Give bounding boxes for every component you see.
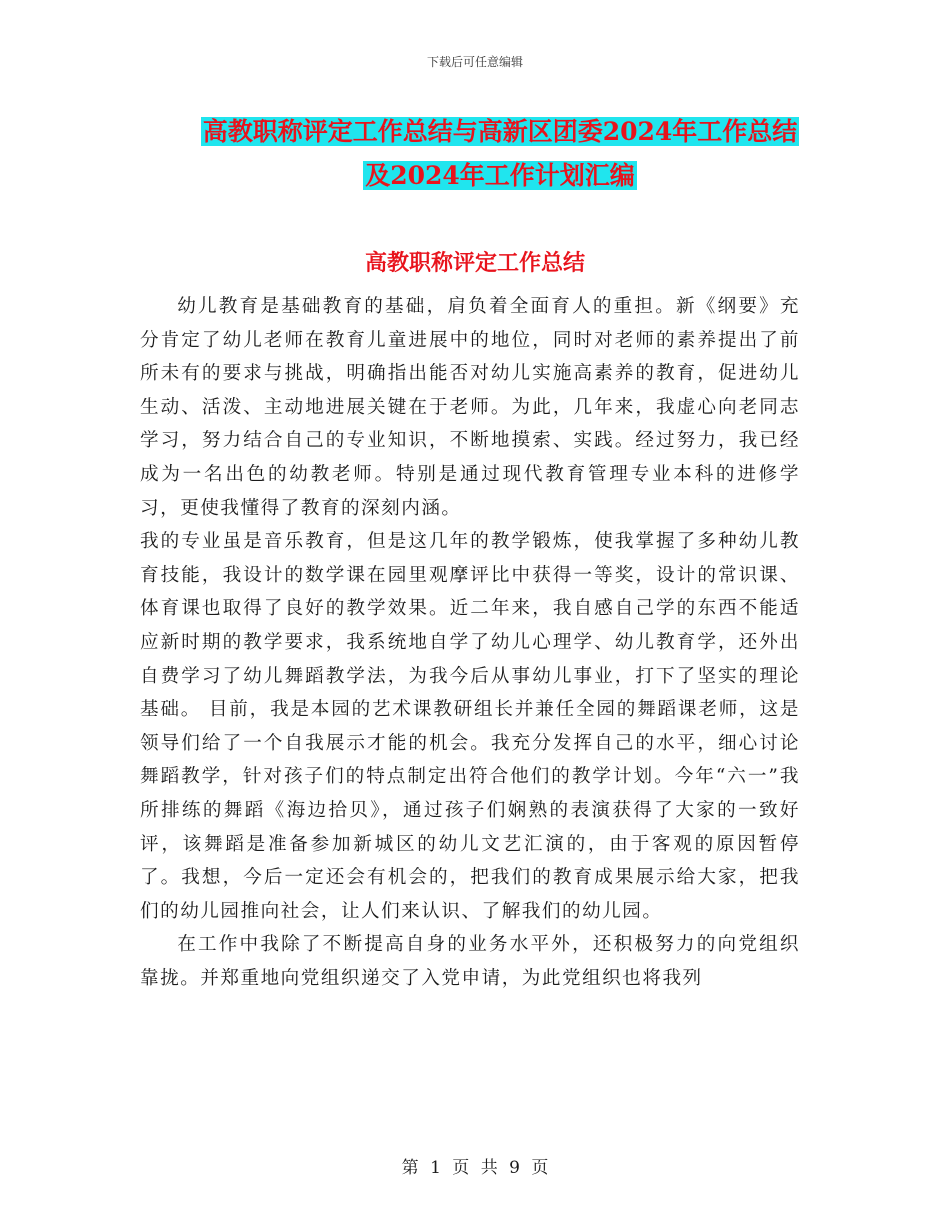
paragraph-3: 在工作中我除了不断提高自身的业务水平外，还积极努力的向党组织靠拢。并郑重地向党组织递交了入党申请，为此党组织也将我列 [140,934,800,989]
section-title: 高教职称评定工作总结 [364,250,585,276]
paragraph-2: 我的专业虽是音乐教育，但是这几年的教学锻炼，使我掌握了多种幼儿教育技能，我设计的数学课在园里观摩评比中获得一等奖，设计的常识课、体育课也取得了良好的教学效果。近二年来，我自感自己学的东西不能适应新时期的教学要求，我系统地自学了幼儿心理学、幼儿教育学，还外出自费学习了幼儿舞蹈教学法，为我今后从事幼儿事业，打下了坚实的理论基础。 目前，我是本园的艺术课教研组长并兼任全园的舞蹈课老师，这是领导们给了一个自我展示才能的机会。我充分发挥自己的水平，细心讨论舞蹈教学，针对孩子们的特点制定出符合他们的教学计划。今年“六一”我所排练的舞蹈《海边拾贝》，通过孩子们娴熟的表演获得了大家的一致好评，该舞蹈是准备参加新城区的幼儿文艺汇演的，由于客观的原因暂停了。我想，今后一定还会有机会的，把我们的教育成果展示给大家，把我们的幼儿园推向社会，让人们来认识、了解我们的幼儿园。 [140,531,800,922]
document-title [140,110,860,198]
paragraph-1: 幼儿教育是基础教育的基础，肩负着全面育人的重担。新《纲要》充分肯定了幼儿老师在教育儿童进展中的地位，同时对老师的素养提出了前所未有的要求与挑战，明确指出能否对幼儿实施高素养的教育，促进幼儿生动、活泼、主动地进展关键在于老师。为此，几年来，我虚心向老同志学习，努力结合自己的专业知识，不断地摸索、实践。经过努力，我已经成为一名出色的幼教老师。特别是通过现代教育管理专业本科的进修学习，更使我懂得了教育的深刻内涵。 [140,296,800,519]
document-title-line-1: 高教职称评定工作总结与高新区团委2024年工作总结 [202,117,798,146]
body-text [140,290,800,995]
document-title-line-2: 及2024年工作计划汇编 [365,161,635,190]
page-header: 下载后可任意编辑 [426,55,523,69]
page-footer: 第 1 页 共 9 页 [401,1158,549,1178]
